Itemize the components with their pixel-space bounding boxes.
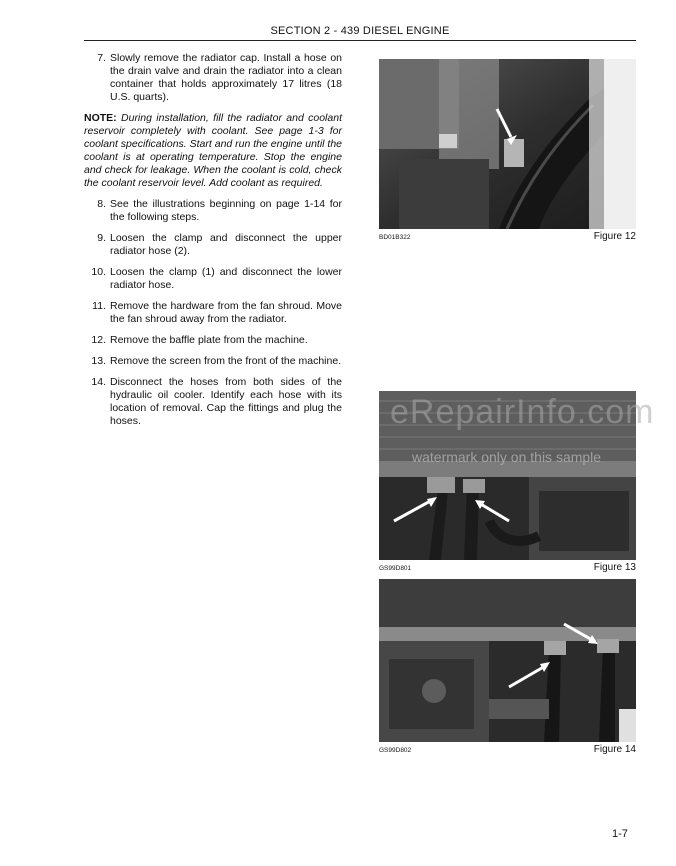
step-text: Loosen the clamp and disconnect the upper radiator hose (2). [110, 232, 342, 257]
figure-12-caption [379, 231, 636, 242]
step-number: 11. [92, 300, 106, 312]
step-number: 12. [91, 334, 106, 346]
note-label: NOTE: [84, 112, 117, 124]
step-item [84, 266, 342, 292]
step-number: 10. [91, 266, 106, 278]
step-item [84, 355, 342, 368]
step-number: 8. [97, 198, 106, 210]
section-title: SECTION 2 - 439 DIESEL ENGINE [270, 25, 450, 37]
figure-code: GS99D802 [379, 747, 412, 754]
oil-cooler-fittings-photo [379, 579, 636, 742]
step-text: Remove the hardware from the fan shroud. Move the fan shroud away from the radiator. [110, 300, 342, 325]
note-text: During installation, fill the radiator and coolant reservoir completely with coolant. See page 1-3 for coolant specifications. Start and run the engine until the coolant is at operating temperature. Stop the engine and check for leakage. When the coolant is cold, check the coolant reservoir level. Add coolant as required. [84, 112, 342, 189]
step-text: Slowly remove the radiator cap. Install a hose on the drain valve and drain the radiator into a clean container that holds approximately 17 litres (18 U.S. quarts). [110, 52, 342, 103]
figure-14-photo [379, 579, 636, 742]
step-item [84, 300, 342, 326]
figure-label: Figure 14 [593, 744, 636, 755]
step-number: 7. [97, 52, 106, 64]
figure-label: Figure 13 [593, 562, 636, 573]
instruction-column [84, 52, 342, 436]
figure-code: GS99D801 [379, 565, 412, 572]
figure-14-caption [379, 744, 636, 755]
step-number: 9. [97, 232, 106, 244]
figure-label: Figure 12 [593, 231, 636, 242]
radiator-hose-photo [379, 59, 636, 229]
step-item [84, 198, 342, 224]
step-number: 13. [91, 355, 106, 367]
section-header [84, 24, 636, 41]
step-text: Loosen the clamp (1) and disconnect the lower radiator hose. [110, 266, 342, 291]
figure-12-photo [379, 59, 636, 229]
step-item [84, 232, 342, 258]
figure-13-caption [379, 562, 636, 573]
figure-14 [379, 579, 636, 755]
step-text: See the illustrations beginning on page 1-14 for the following steps. [110, 198, 342, 223]
step-number: 14. [91, 376, 106, 388]
figure-12 [379, 59, 636, 242]
watermark-site: eRepairInfo.com [390, 393, 655, 431]
note-block [84, 112, 342, 190]
step-text: Remove the screen from the front of the machine. [110, 355, 342, 367]
page-number: 1-7 [612, 828, 628, 840]
step-item [84, 376, 342, 428]
figure-code: BD01B322 [379, 234, 411, 241]
step-item [84, 52, 342, 104]
step-text: Remove the baffle plate from the machine. [110, 334, 308, 346]
step-item [84, 334, 342, 347]
step-text: Disconnect the hoses from both sides of the hydraulic oil cooler. Identify each hose with its location of removal. Cap the fittings and plug the hoses. [110, 376, 342, 427]
watermark-note: watermark only on this sample [412, 449, 602, 465]
